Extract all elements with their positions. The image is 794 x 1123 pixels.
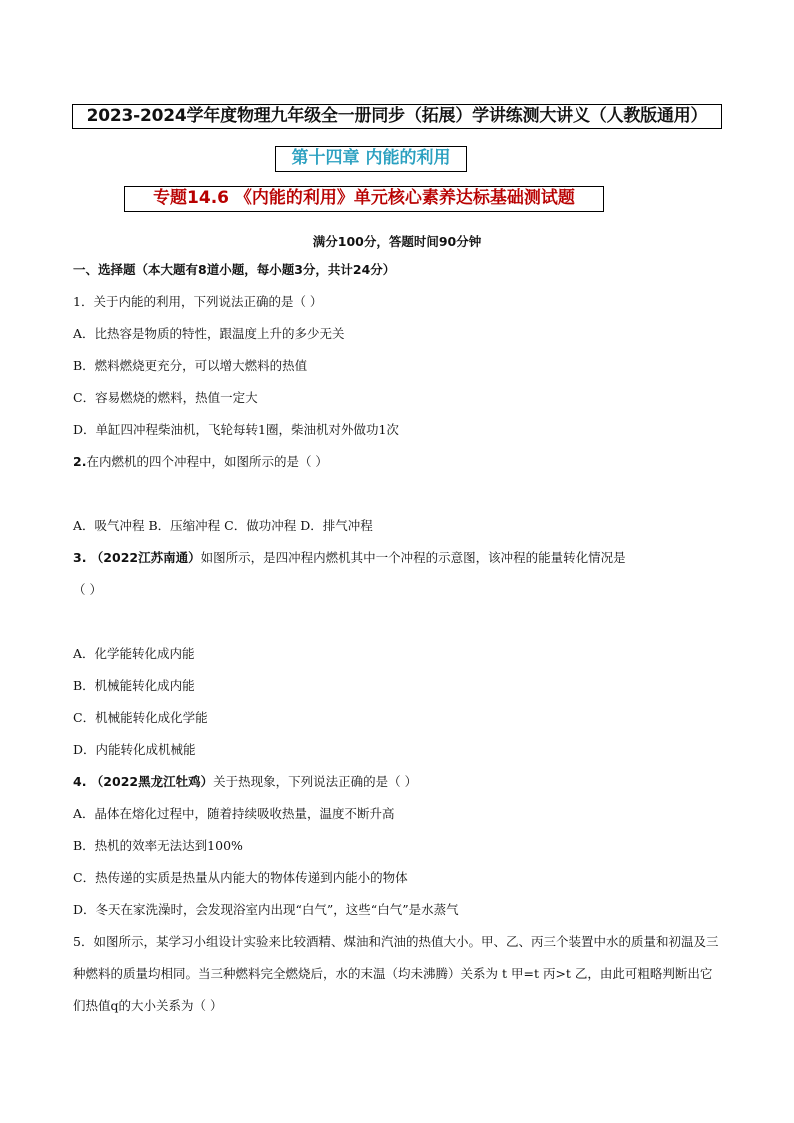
question-4-text: 关于热现象，下列说法正确的是（ ） bbox=[213, 774, 418, 789]
question-3-paren: （ ） bbox=[73, 582, 102, 597]
question-3-option-a: A．化学能转化成内能 bbox=[73, 646, 195, 661]
question-4-option-b: B．热机的效率无法达到100% bbox=[73, 838, 243, 853]
question-4-stem bbox=[73, 774, 417, 790]
question-3-text: 如图所示，是四冲程内燃机其中一个冲程的示意图，该冲程的能量转化情况是 bbox=[200, 550, 626, 565]
question-5-text: 5．如图所示，某学习小组设计实验来比较酒精、煤油和汽油的热值大小。甲、乙、丙三个装置中水的质量和初温及三种燃料的质量均相同。当三种燃料完全燃烧后，水的末温（均未沸腾）关系为 t 甲=t 丙>t 乙，由此可粗略判断出它们热值q的大小关系为（ ） bbox=[73, 934, 719, 1013]
section-heading: 一、选择题（本大题有8道小题，每小题3分，共计24分） bbox=[73, 262, 396, 277]
question-3-source: 3. （2022江苏南通） bbox=[73, 550, 201, 565]
question-2-number: 2. bbox=[73, 454, 87, 469]
question-2-text: 在内燃机的四个冲程中，如图所示的是（ ） bbox=[86, 454, 328, 469]
question-1-option-b: B．燃料燃烧更充分，可以增大燃料的热值 bbox=[73, 358, 308, 373]
question-1-stem: 1．关于内能的利用，下列说法正确的是（ ） bbox=[73, 294, 323, 309]
question-4-source: 4. （2022黑龙江牡鸡） bbox=[73, 774, 214, 789]
question-3-option-d: D．内能转化成机械能 bbox=[73, 742, 196, 757]
chapter-title: 第十四章 内能的利用 bbox=[275, 146, 467, 172]
question-1-option-c: C．容易燃烧的燃料，热值一定大 bbox=[73, 390, 258, 405]
question-2-stem bbox=[73, 454, 328, 470]
question-3-option-b: B．机械能转化成内能 bbox=[73, 678, 195, 693]
series-title: 2023-2024学年度物理九年级全一册同步（拓展）学讲练测大讲义（人教版通用） bbox=[72, 104, 722, 129]
question-2-options: A．吸气冲程 B．压缩冲程 C．做功冲程 D．排气冲程 bbox=[73, 518, 373, 533]
question-4-option-a: A．晶体在熔化过程中，随着持续吸收热量，温度不断升高 bbox=[73, 806, 395, 821]
question-4-option-d: D．冬天在家洗澡时，会发现浴室内出现“白气”，这些“白气”是水蒸气 bbox=[73, 902, 459, 917]
question-1-option-a: A．比热容是物质的特性，跟温度上升的多少无关 bbox=[73, 326, 345, 341]
question-3-option-c: C．机械能转化成化学能 bbox=[73, 710, 208, 725]
question-1-option-d: D．单缸四冲程柴油机，飞轮每转1圈，柴油机对外做功1次 bbox=[73, 422, 399, 437]
question-4-option-c: C．热传递的实质是热量从内能大的物体传递到内能小的物体 bbox=[73, 870, 408, 885]
score-info: 满分100分，答题时间90分钟 bbox=[312, 234, 482, 249]
topic-title: 专题14.6 《内能的利用》单元核心素养达标基础测试题 bbox=[124, 186, 604, 212]
question-3-stem bbox=[73, 550, 626, 566]
